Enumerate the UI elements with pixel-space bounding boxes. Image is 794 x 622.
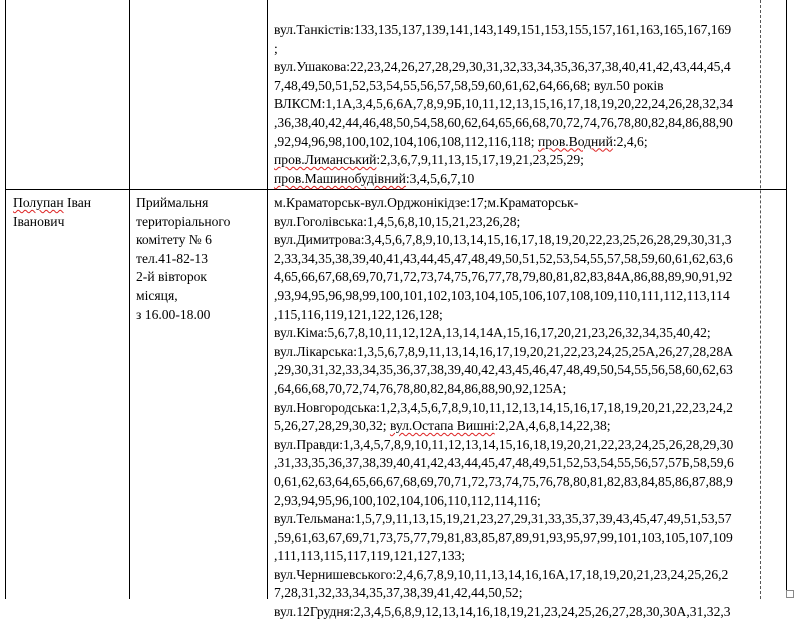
margin-guide-right bbox=[760, 0, 761, 599]
street-line: вул.Правди:1,3,4,5,7,8,9,10,11,12,13,14,15,16,18,19,20,21,22,23,24,25,26,28,29,30 bbox=[274, 436, 734, 452]
reception-line: територіального bbox=[136, 213, 231, 229]
street-line: ,93,94,95,96,98,99,100,101,102,103,104,105,106,107,108,109,110,111,112,113,114 bbox=[274, 287, 730, 303]
street-line: вул.Новгородська:1,2,3,4,5,6,7,8,9,10,11,12,13,14,15,16,17,18,19,20,21,22,23,24,2 bbox=[274, 399, 733, 415]
address-line: пров.Машинобудівний:3,4,5,6,7,10 bbox=[274, 170, 475, 186]
street-line: вул.Тельмана:1,5,7,9,11,13,15,19,21,23,27,29,31,33,35,37,39,43,45,47,49,51,53,57 bbox=[274, 511, 732, 527]
resize-handle[interactable] bbox=[786, 590, 794, 598]
deputy-surname: Полупан bbox=[13, 195, 64, 210]
street-line: 2,93,94,95,96,100,102,104,106,110,112,114,116; bbox=[274, 492, 541, 508]
reception-line: з 16.00-18.00 bbox=[136, 306, 211, 322]
street-ostapa-vyshni: вул.Остапа Вишні bbox=[389, 418, 495, 434]
street-line: м.Краматорськ-вул.Орджонікідзе:17;м.Краматорськ- bbox=[274, 195, 579, 210]
street-line: вул.Кіма:5,6,7,8,10,11,12,12А,13,14,14А,15,16,17,20,21,23,26,32,34,35,40,42; bbox=[274, 325, 711, 341]
lane-mashynobudivnyi: пров.Машинобудівний bbox=[274, 170, 406, 186]
district-streets bbox=[274, 194, 734, 622]
address-line: вул.Ушакова:22,23,24,26,27,28,29,30,31,32,33,34,35,36,37,38,40,41,42,43,44,45,4 bbox=[274, 59, 731, 75]
street-line: вул.Димитрова:3,4,5,6,7,8,9,10,13,14,15,16,17,18,19,20,22,23,25,26,28,29,30,31,3 bbox=[274, 232, 732, 248]
street-line: ,29,30,31,32,33,34,35,36,37,38,39,40,42,43,45,46,47,48,49,50,54,55,56,58,60,62,63 bbox=[274, 362, 733, 378]
street-line: ,64,66,68,70,72,74,76,78,80,82,84,86,88,90,92,125А; bbox=[274, 380, 567, 396]
address-line: ; bbox=[274, 40, 278, 56]
reception-info bbox=[136, 194, 230, 324]
address-line: вул.Танкістів:133,135,137,139,141,143,149,151,153,155,157,161,163,165,167,169 bbox=[274, 22, 732, 37]
street-line: ,111,113,115,117,119,121,127,133; bbox=[274, 548, 466, 564]
street-line: 4,65,66,67,68,69,70,71,72,73,74,75,76,77,78,79,80,81,82,83,84А,86,88,89,90,91,92 bbox=[274, 269, 733, 285]
table-column-divider-2 bbox=[267, 0, 268, 599]
reception-line: 2-й вівторок bbox=[136, 269, 208, 285]
street-line: вул.Чернишевського:2,4,6,7,8,9,10,11,13,14,16,16А,17,18,19,20,21,23,24,25,26,2 bbox=[274, 566, 729, 582]
lane-lymanskyi: пров.Лиманський bbox=[274, 152, 377, 168]
reception-line: комітету № 6 bbox=[136, 232, 212, 248]
street-line: вул.Лікарська:1,3,5,6,7,8,9,11,13,14,16,17,19,20,21,22,23,24,25,25А,26,27,28,28А bbox=[274, 343, 733, 359]
street-line: вул.Гоголівська:1,4,5,6,8,10,15,21,23,26,28; bbox=[274, 213, 521, 229]
reception-line: місяця, bbox=[136, 287, 178, 303]
street-line: 0,61,62,63,64,65,66,67,68,69,70,71,72,73,74,75,76,78,80,81,82,83,84,85,86,87,88,9 bbox=[274, 473, 733, 489]
table-border-right bbox=[786, 0, 787, 591]
address-line: пров.Лиманський:2,3,6,7,9,11,13,15,17,19,21,23,25,29; bbox=[274, 152, 584, 168]
address-line: ,92,94,96,98,100,102,104,106,108,112,116,118; пров.Водний:2,4,6; bbox=[274, 133, 648, 149]
street-line: вул.12Грудня:2,3,4,5,6,8,9,12,13,14,16,18,19,21,23,24,25,26,27,28,30,30А,31,32,3 bbox=[274, 604, 731, 620]
street-line: 2,33,34,35,38,39,40,41,43,44,45,47,48,49,50,51,52,53,54,55,57,58,59,60,61,62,63,6 bbox=[274, 250, 733, 266]
deputy-name-line: Полупан Іван bbox=[13, 195, 92, 210]
reception-line: тел.41-82-13 bbox=[136, 250, 208, 266]
table-column-divider-1 bbox=[129, 0, 130, 599]
address-line: 7,48,49,50,51,52,53,54,55,56,57,58,59,60,61,62,64,66,68; вул.50 років bbox=[274, 77, 664, 93]
deputy-patronymic: Іванович bbox=[13, 213, 65, 229]
deputy-name bbox=[13, 194, 91, 231]
lane-vodnyi: пров.Водний bbox=[537, 133, 613, 149]
table-row-divider bbox=[5, 189, 787, 190]
street-line: ,31,33,35,36,37,38,39,40,41,42,43,44,45,47,48,49,51,52,53,54,55,56,57,57Б,58,59,6 bbox=[274, 455, 734, 471]
address-line: ВЛКСМ:1,1А,3,4,5,6,6А,7,8,9,9Б,10,11,12,13,15,16,17,18,19,20,22,24,26,28,32,34 bbox=[274, 96, 733, 112]
reception-line: Приймальня bbox=[136, 195, 209, 210]
address-line: ,36,38,40,42,44,46,48,50,54,58,60,62,64,65,66,68,70,72,74,76,78,80,82,84,86,88,90 bbox=[274, 114, 733, 130]
street-line: ,59,61,63,67,69,71,73,75,77,79,81,83,85,87,89,91,93,95,97,99,101,103,105,107,109 bbox=[274, 529, 733, 545]
table-border-left bbox=[5, 0, 6, 599]
top-row-addresses bbox=[274, 21, 733, 188]
street-line: 5,26,27,28,29,30,32; вул.Остапа Вишні:2,2А,4,6,8,14,22,38; bbox=[274, 418, 611, 434]
street-line: ,115,116,119,121,122,126,128; bbox=[274, 306, 443, 322]
street-line: 7,28,31,32,33,34,35,37,38,39,41,42,44,50,52; bbox=[274, 585, 523, 601]
